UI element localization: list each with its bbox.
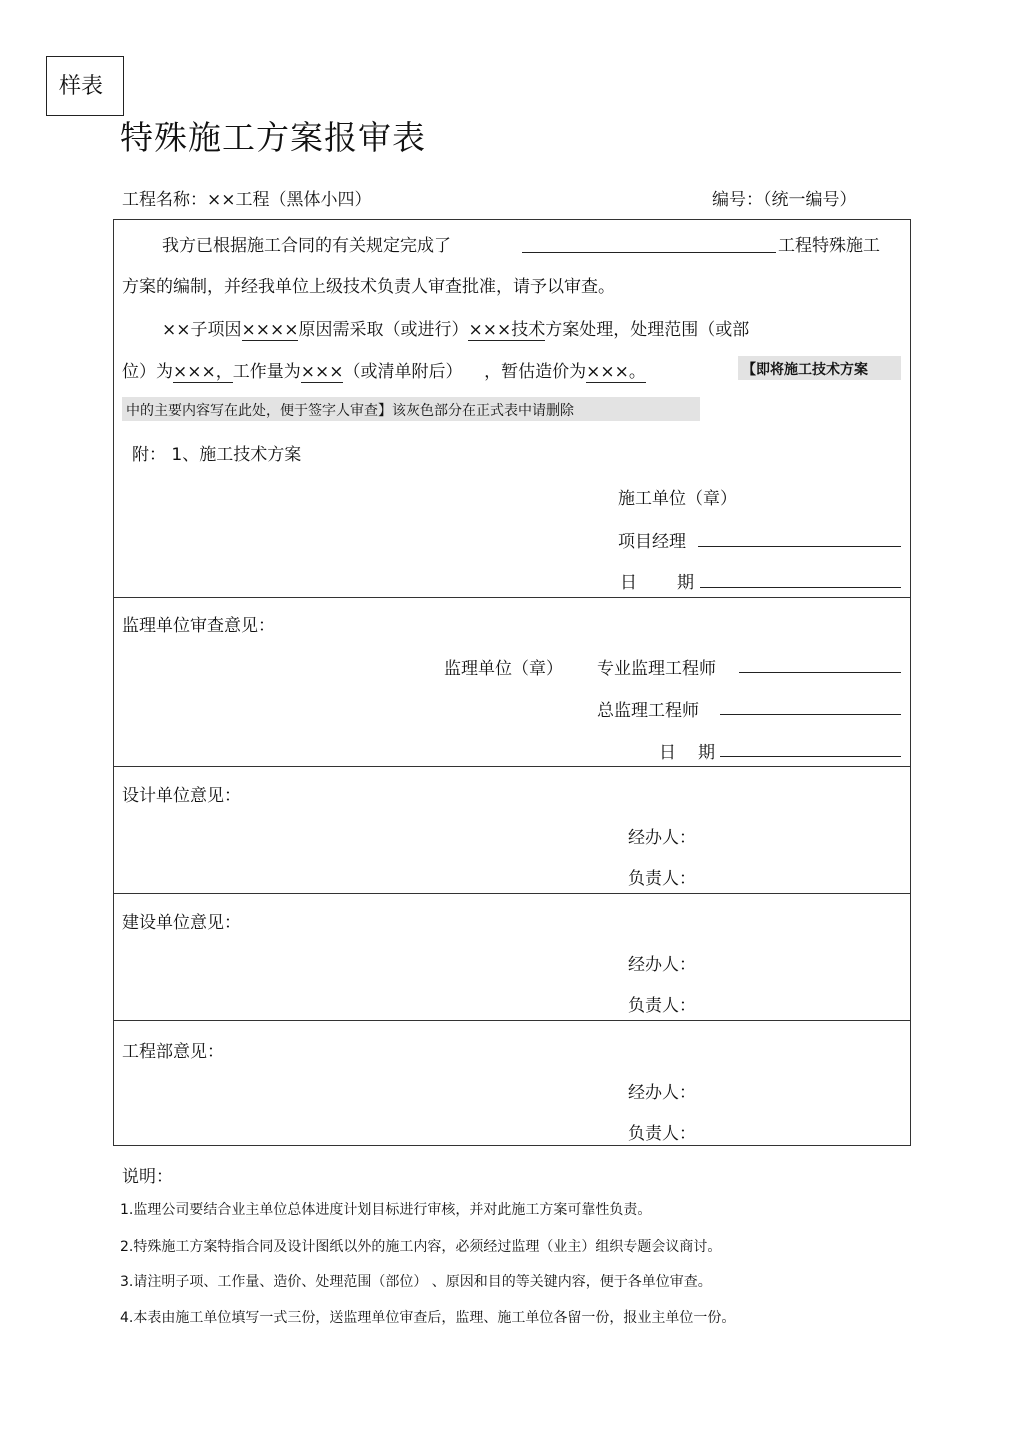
line3-e: 方案处理，处理范围（或部 xyxy=(545,320,750,340)
construction-unit-stamp: 施工单位（章） xyxy=(618,489,737,509)
gray-note-2: 中的主要内容写在此处，便于签字人审查】该灰色部分在正式表中请删除 xyxy=(122,397,700,421)
line4-a: 位）为 xyxy=(122,362,173,382)
specialty-engineer-field[interactable] xyxy=(739,672,901,673)
note-item: 3.请注明子项、工作量、造价、处理范围（部位） 、原因和目的等关键内容，便于各单位审查。 xyxy=(120,1274,712,1290)
supervision-unit-stamp: 监理单位（章） xyxy=(444,659,563,679)
line4-cost[interactable]: ×××。 xyxy=(586,362,646,382)
line3-c: 原因需采取（或进行） xyxy=(298,320,469,340)
design-heading: 设计单位意见： xyxy=(122,786,241,806)
supervision-date-label: 日 期 xyxy=(659,743,715,763)
line4-c: 工作量为 xyxy=(232,362,301,382)
owner-heading: 建设单位意见： xyxy=(122,913,241,933)
line3-cause[interactable]: ×××× xyxy=(241,320,299,340)
gray-note-1: 【即将施工技术方案 xyxy=(738,356,901,380)
project-manager-field[interactable] xyxy=(698,546,901,547)
document-number: 编号：（统一编号） xyxy=(712,190,857,210)
specialty-engineer-label: 专业监理工程师 xyxy=(597,659,716,679)
divider xyxy=(114,1020,910,1021)
line4-f: ，暂估造价为 xyxy=(484,362,587,382)
chief-engineer-field[interactable] xyxy=(720,714,901,715)
line1-prefix: 我方已根据施工合同的有关规定完成了 xyxy=(162,236,451,256)
line4-e: （或清单附后） xyxy=(343,362,463,382)
project-name-field[interactable] xyxy=(522,252,776,253)
line1-suffix: 工程特殊施工 xyxy=(778,236,880,256)
owner-responsible-label: 负责人： xyxy=(628,996,696,1016)
note-item: 2.特殊施工方案特指合同及设计图纸以外的施工内容，必须经过监理（业主）组织专题会议商讨。 xyxy=(120,1239,722,1255)
line2: 方案的编制，并经我单位上级技术负责人审查批准，请予以审查。 xyxy=(122,277,615,297)
line3-a: ××子项因 xyxy=(162,320,242,340)
owner-handler-label: 经办人： xyxy=(628,955,696,975)
supervision-date-field[interactable] xyxy=(720,756,901,757)
line3 xyxy=(162,315,749,340)
review-form xyxy=(113,219,911,1146)
date-field[interactable] xyxy=(700,587,901,588)
divider xyxy=(114,893,910,894)
note-item: 1.监理公司要结合业主单位总体进度计划目标进行审核，并对此施工方案可靠性负责。 xyxy=(120,1202,652,1218)
engineering-heading: 工程部意见： xyxy=(122,1042,224,1062)
divider xyxy=(114,597,910,598)
line3-measure[interactable]: ×××技术 xyxy=(468,320,546,340)
line4-quantity[interactable]: ××× xyxy=(300,362,344,382)
notes-title: 说明： xyxy=(122,1167,173,1187)
date-label: 日 期 xyxy=(620,573,694,593)
project-name: 工程名称：××工程（黑体小四） xyxy=(122,190,372,210)
page-title: 特殊施工方案报审表 xyxy=(120,118,426,157)
note-item: 4.本表由施工单位填写一式三份，送监理单位审查后，监理、施工单位各留一份，报业主单位一份。 xyxy=(120,1310,736,1326)
line4 xyxy=(122,357,646,382)
attachment-line: 附： 1、施工技术方案 xyxy=(132,445,302,465)
project-manager-label: 项目经理 xyxy=(618,532,686,552)
design-responsible-label: 负责人： xyxy=(628,869,696,889)
sample-label: 样表 xyxy=(46,56,124,116)
supervision-heading: 监理单位审查意见： xyxy=(122,616,275,636)
design-handler-label: 经办人： xyxy=(628,828,696,848)
engineering-handler-label: 经办人： xyxy=(628,1083,696,1103)
chief-engineer-label: 总监理工程师 xyxy=(597,701,699,721)
divider xyxy=(114,766,910,767)
line4-scope[interactable]: ×××， xyxy=(173,362,233,382)
engineering-responsible-label: 负责人： xyxy=(628,1124,696,1144)
